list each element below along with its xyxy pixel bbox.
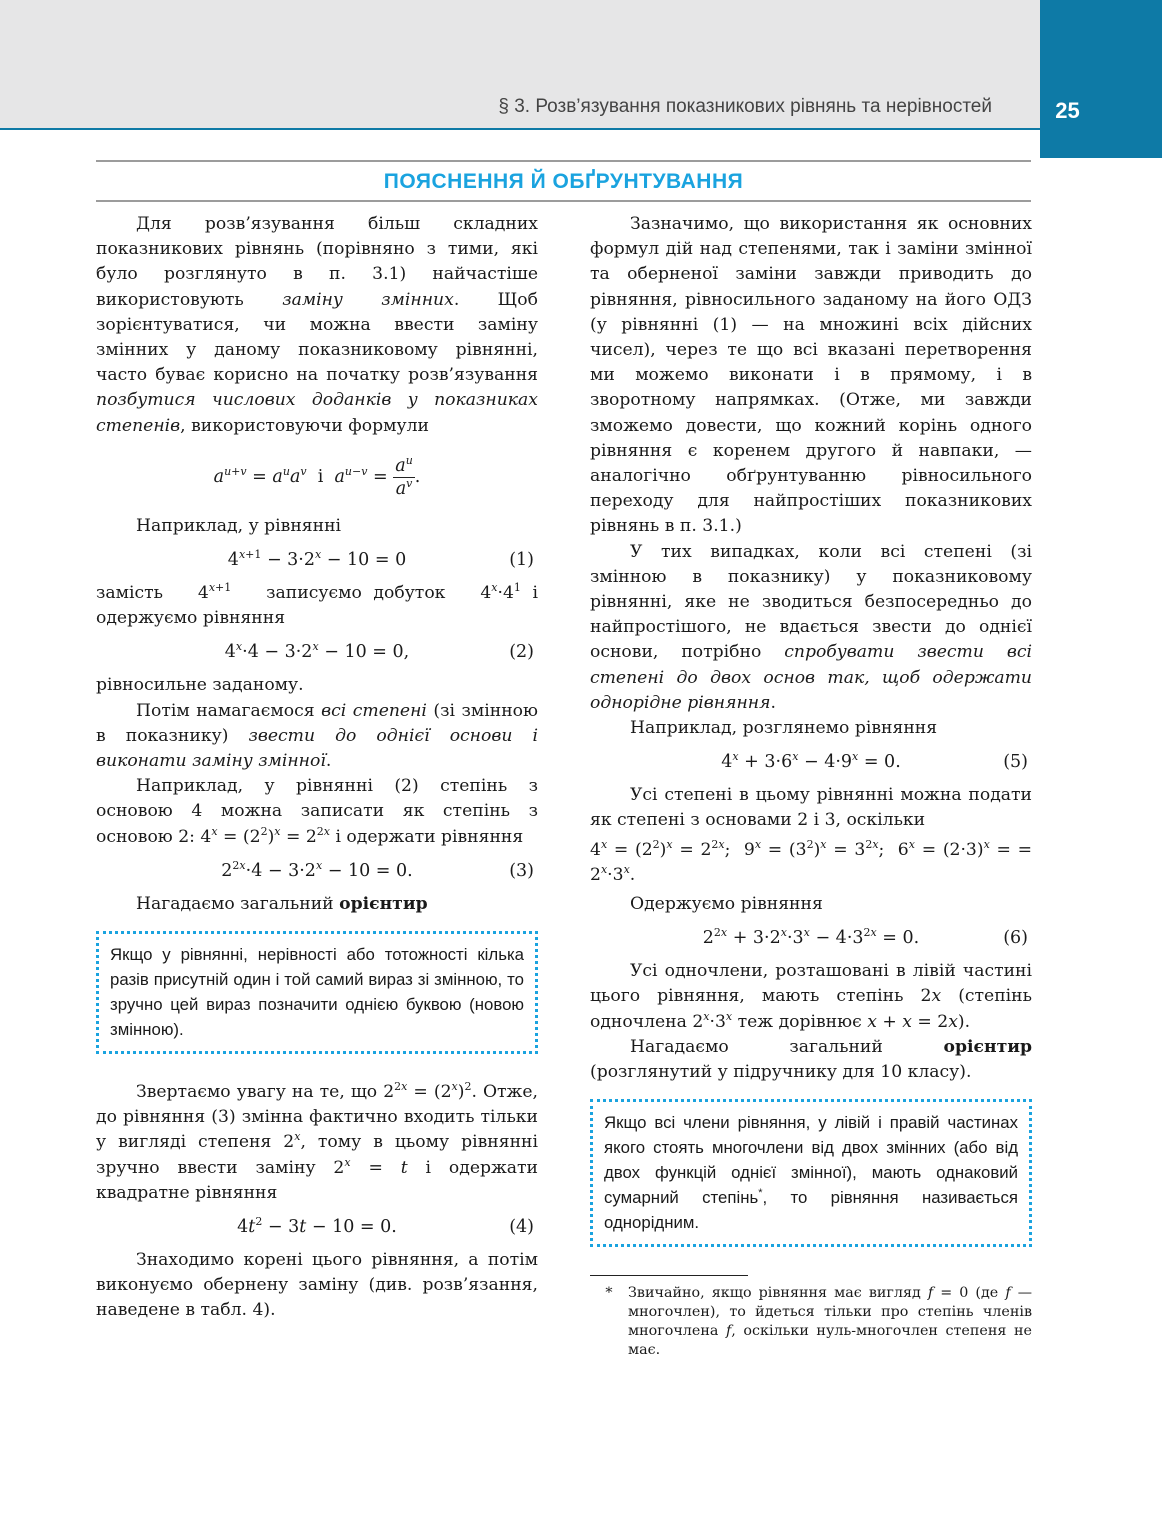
section-title: ПОЯСНЕННЯ Й ОБҐРУНТУВАННЯ (383, 170, 744, 193)
paragraph: Для розв’язування більш складних показникових рівнянь (порівняно з тими, які було розглянуто в п. 3.1) найчастіше використовують заміну змінних. Щоб зорієнтуватися, чи можна ввести заміну змінних у даному показниковому рівнянні, часто буває корисно на початку розв’язування позбутися числових доданків у показниках степенів, використовуючи формули (96, 214, 538, 436)
paragraph: Знаходимо корені цього рівняння, а потім виконуємо обернену заміну (див. розв’язання, наведене в табл. 4). (96, 1250, 538, 1321)
equation-3: $2^{2x}\cdot 4 - 3\cdot 2^x - 10 = 0$. (3) (221, 858, 534, 881)
formula-bases: $4^x = (2^2)^x = 2^{2x}$; $9^x = (3^2)^x = 3^{2x}$; $6^x = (2\cdot 3)^x$ = = $2^x\cdot 3^x$. (590, 837, 1033, 885)
footnote-rule (590, 1275, 748, 1276)
left-column (96, 212, 538, 1324)
paragraph: Усі степені в цьому рівнянні можна подати як степені з основами 2 і 3, оскільки (590, 785, 1032, 831)
running-title: § 3. Розв’язування показникових рівнянь та нерівностей (498, 96, 992, 117)
paragraph: Наприклад, у рівнянні (136, 515, 342, 536)
paragraph: рівносильне заданому. (96, 675, 304, 696)
right-column (590, 212, 1032, 1360)
hint-box: Якщо у рівнянні, нерівності або тотожності кілька разів присутній один і той самий вираз зі змінною, то зручно цей вираз позначити однією буквою (новою змінною). (96, 931, 538, 1054)
paragraph: Нагадаємо загальний орієнтир (розглянутий у підручнику для 10 класу). (590, 1036, 1032, 1083)
footnote: * Звичайно, якщо рівняння має вигляд f = 0 (де f — многочлен), то йдеться тільки про степінь членів многочлена f, оскільки нуль-многочлен степеня не має. (605, 1285, 1032, 1359)
definition-box: Якщо всі члени рівняння, у лівій і правій частинах якого стоять многочлени від двох змінних (або від двох функцій однієї змінної), мають однаковий сумарний степінь*, то рівняння називається однорідним. (590, 1099, 1032, 1247)
paragraph: Усі одночлени, розташовані в лівій частині цього рівняння, мають степінь 2x (степінь одночлена $2^x\cdot 3^x$ теж дорівнює x + x = 2x). (590, 961, 1032, 1032)
equation-6: $2^{2x} + 3\cdot 2^x\cdot 3^x - 4\cdot 3^{2x} = 0$. (6) (702, 926, 1028, 949)
paragraph: Зазначимо, що використання як основних формул дій над степенями, так і заміни змінної та оберненої заміни завжди приводить до рівняння, рівносильного заданому на його ОДЗ (у рівнянні (1) — на множині всіх дійсних чисел), через те що всі вказані перетворення ми можемо виконати і в прямому, і в зворотному напрямках. (Отже, ми завжди зможемо довести, що кожний корінь одного рівняння є коренем другого й навпаки, — аналогічно обґрунтуванню рівносильного переходу для найпростіших показникових рівнянь в п. 3.1.) (590, 214, 1032, 537)
page-number: 25 (1055, 98, 1080, 123)
section-rule-top (96, 160, 1031, 162)
header-line (0, 128, 1040, 130)
equation-4: $4t^2 - 3t - 10 = 0$. (4) (237, 1215, 534, 1238)
formula-exponent-rules: $a^{u+v} = a^ua^v$ і $a^{u-v}$ = $\frac{a^u}{a^v}$ . (213, 453, 421, 499)
paragraph: Звертаємо увагу на те, що $2^{2x} = (2^x)^2$. Отже, до рівняння (3) змінна фактично входить тільки у вигляді степеня 2$^x$, тому в цьому рівнянні зручно ввести заміну $2^x = t$ і одержати квадратне рівняння (96, 1080, 539, 1203)
paragraph: Потім намагаємося всі степені (зі змінною в показнику) звести до однієї основи і виконати заміну змінної. (96, 700, 538, 772)
equation-2: $4^x\cdot 4 - 3\cdot 2^x - 10 = 0$, (2) (224, 640, 534, 663)
equation-1: $4^{x+1} - 3\cdot 2^x - 10 = 0$ (1) (227, 548, 534, 571)
page-number-tab (1040, 0, 1162, 158)
paragraph: Наприклад, у рівнянні (2) степінь з основою 4 можна записати як степінь з основою 2: $4^x = (2^2)^x = 2^{2x}$ і одержати рівняння (96, 776, 538, 847)
paragraph: У тих випадках, коли всі степені (зі змінною в показнику) у показниковому рівнянні, яке не зводиться безпосередньо до найпростішого, не вдається звести до однієї основи, потрібно спробувати звести всі степені до двох основ так, щоб одержати однорідне рівняння. (590, 541, 1032, 713)
paragraph: замість $4^{x+1}$ записуємо добуток $4^x\cdot 4^1$ і одержуємо рівняння (96, 581, 539, 629)
paragraph: Нагадаємо загальний орієнтир (136, 893, 428, 914)
equation-5: $4^x + 3\cdot 6^x - 4\cdot 9^x = 0$. (5) (721, 750, 1028, 773)
paragraph: Наприклад, розглянемо рівняння (630, 718, 938, 739)
section-rule-bottom (96, 200, 1031, 202)
paragraph: Одержуємо рівняння (630, 894, 823, 915)
